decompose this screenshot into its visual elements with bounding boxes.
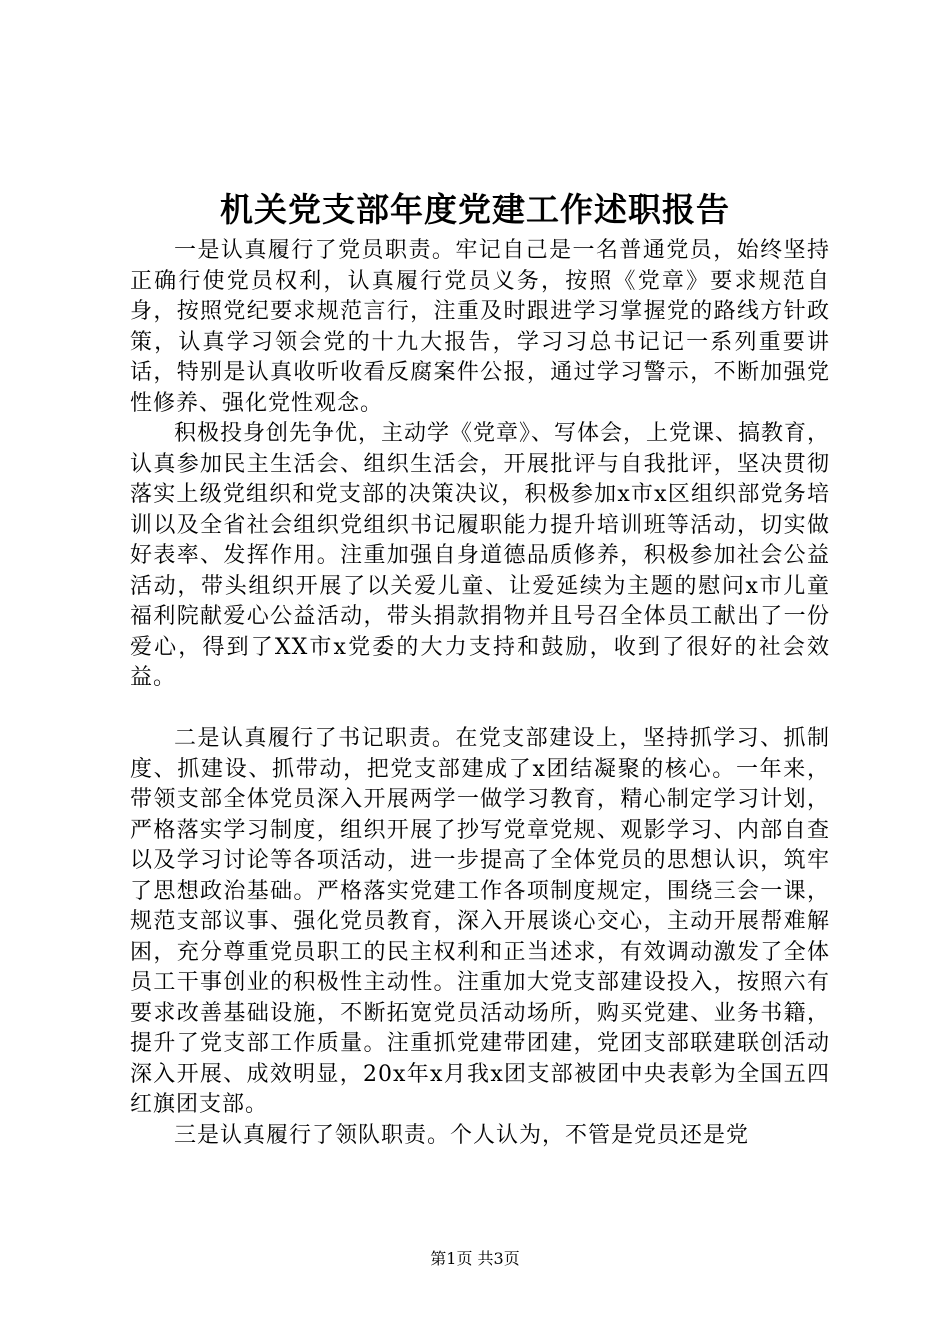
paragraph-secretary-duty: 二是认真履行了书记职责。在党支部建设上，坚持抓学习、抓制度、抓建设、抓带动，把党支部建成了x团结凝聚的核心。一年来，带领支部全体党员深入开展两学一做学习教育，精心制定学习计划，严格落实学习制度，组织开展了抄写党章党规、观影学习、内部自查以及学习讨论等各项活动，进一步提高了全体党员的思想认识，筑牢了思想政治基础。严格落实党建工作各项制度规定，围绕三会一课，规范支部议事、强化党员教育，深入开展谈心交心，主动开展帮难解困，充分尊重党员职工的民主权利和正当述求，有效调动激发了全体员工干事创业的积极性主动性。注重加大党支部建设投入，按照六有要求改善基础设施，不断拓宽党员活动场所，购买党建、业务书籍，提升了党支部工作质量。注重抓党建带团建，党团支部联建联创活动深入开展、成效明显，20x年x月我x团支部被团中央表彰为全国五四红旗团支部。 — [130, 726, 830, 1117]
paragraph-excellence-activities: 积极投身创先争优，主动学《党章》、写体会，上党课、搞教育，认真参加民主生活会、组织生活会，开展批评与自我批评，坚决贯彻落实上级党组织和党支部的决策决议，积极参加x市x区组织部党务培训以及全省社会组织党组织书记履职能力提升培训班等活动，切实做好表率、发挥作用。注重加强自身道德品质修养，积极参加社会公益活动，带头组织开展了以关爱儿童、让爱延续为主题的慰问x市儿童福利院献爱心公益活动，带头捐款捐物并且号召全体员工献出了一份爱心，得到了XX市x党委的大力支持和鼓励，收到了很好的社会效益。 — [130, 421, 831, 690]
document-title: 机关党支部年度党建工作述职报告 — [220, 190, 730, 229]
page-indicator: 第1页 共3页 — [430, 1249, 520, 1268]
paragraph-leader-duty: 三是认真履行了领队职责。个人认为，不管是党员还是党 — [174, 1122, 750, 1148]
document-body — [130, 236, 830, 1151]
paragraph-party-member-duty: 一是认真履行了党员职责。牢记自己是一名普通党员，始终坚持正确行使党员权利，认真履行党员义务，按照《党章》要求规范自身，按照党纪要求规范言行，注重及时跟进学习掌握党的路线方针政策，认真学习领会党的十九大报告，学习习总书记记一系列重要讲话，特别是认真收听收看反腐案件公报，通过学习警示，不断加强党性修养、强化党性观念。 — [130, 238, 830, 416]
